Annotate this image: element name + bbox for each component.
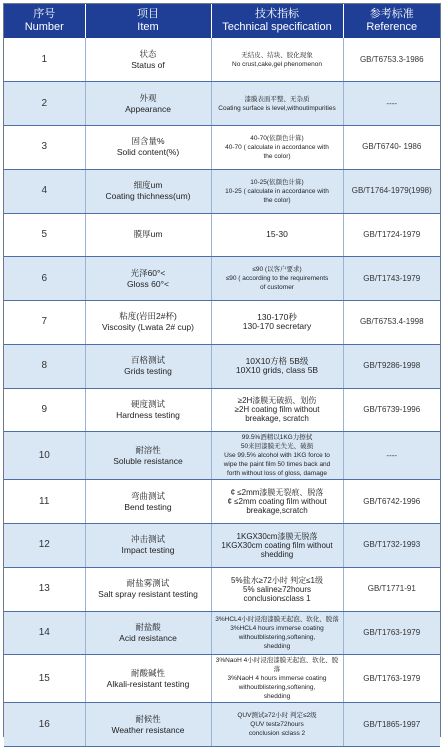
item-name-cn: 粘度(岩田2#杯) xyxy=(119,311,177,322)
row-spec xyxy=(211,126,343,170)
row-item xyxy=(85,257,211,301)
spec-line: 5%盐水≥72小时 判定≤1级 xyxy=(231,575,323,585)
row-item xyxy=(85,82,211,126)
item-name-cn: 耐盐酸 xyxy=(135,621,161,632)
item-name-en: Solid content(%) xyxy=(116,147,180,158)
spec-line: 漆膜表面平整、无杂质 xyxy=(244,95,310,103)
header-item-cn: 项目 xyxy=(137,8,159,20)
row-spec xyxy=(211,567,343,611)
row-spec xyxy=(211,344,343,388)
row-reference: GB/T1724-1979 xyxy=(343,213,440,257)
item-name-cn: 耐酸碱性 xyxy=(130,667,165,678)
row-number: 6 xyxy=(4,257,85,301)
row-spec xyxy=(211,655,343,703)
item-name-en: Salt spray resistant testing xyxy=(98,589,198,600)
row-reference: GB/T1732-1993 xyxy=(343,524,440,568)
spec-line: 130-170秒 xyxy=(257,312,297,323)
spec-line: 40-70 ( calculate in accordance with xyxy=(225,143,329,151)
row-reference: GB/T6753.3-1986 xyxy=(343,38,440,82)
table-row xyxy=(4,480,440,524)
item-name-en: Status of xyxy=(131,59,165,70)
row-reference: GB/T1764-1979(1998) xyxy=(343,169,440,213)
row-reference: GB/T1763-1979 xyxy=(343,611,440,655)
row-item xyxy=(85,344,211,388)
row-number: 4 xyxy=(4,169,85,213)
spec-line: 10-25 ( calculate in accordance with xyxy=(225,187,329,195)
row-spec xyxy=(211,388,343,432)
item-name-cn: 细度um xyxy=(133,180,163,191)
row-item xyxy=(85,169,211,213)
spec-line: 15-30 xyxy=(266,229,288,240)
item-name-cn: 固含量% xyxy=(131,136,165,147)
table-row xyxy=(4,82,440,126)
row-number: 14 xyxy=(4,611,85,655)
spec-line: shedding xyxy=(263,693,291,701)
row-number: 12 xyxy=(4,524,85,568)
row-item xyxy=(85,432,211,480)
spec-line: ¢ ≤2mm coating film without xyxy=(227,497,327,507)
item-name-en: Acid resistance xyxy=(119,632,177,643)
header-item xyxy=(85,4,211,38)
spec-line: ≥2H coating film without xyxy=(234,405,320,415)
spec-line: QUV测试≥72小时 判定≤2级 xyxy=(237,712,317,720)
table-row xyxy=(4,257,440,301)
table-body xyxy=(4,38,440,747)
spec-line: 10X10方格 5B级 xyxy=(245,356,309,367)
row-number: 8 xyxy=(4,344,85,388)
row-reference: GB/T1865-1997 xyxy=(343,703,440,747)
row-number: 15 xyxy=(4,655,85,703)
item-name-cn: 膜厚um xyxy=(133,229,163,240)
row-reference: GB/T9286-1998 xyxy=(343,344,440,388)
spec-line: ≤90 ( according to the requirements xyxy=(225,275,329,283)
row-spec xyxy=(211,301,343,345)
table-row xyxy=(4,169,440,213)
table-row xyxy=(4,432,440,480)
spec-line: 130-170 secretary xyxy=(242,321,312,332)
header-reference-cn: 参考标准 xyxy=(369,8,414,20)
row-item xyxy=(85,213,211,257)
row-number: 16 xyxy=(4,703,85,747)
table-row xyxy=(4,38,440,82)
row-number: 11 xyxy=(4,480,85,524)
row-number: 3 xyxy=(4,126,85,170)
row-item xyxy=(85,301,211,345)
row-number: 9 xyxy=(4,388,85,432)
row-item xyxy=(85,388,211,432)
row-number: 5 xyxy=(4,213,85,257)
table-row xyxy=(4,567,440,611)
item-name-cn: 耐盐雾测试 xyxy=(126,578,170,589)
item-name-en: Coating thichness(um) xyxy=(105,191,191,202)
table-row xyxy=(4,126,440,170)
spec-line: 无结皮、结块、胶化现象 xyxy=(241,51,313,59)
item-name-cn: 耐候性 xyxy=(135,713,161,724)
row-spec xyxy=(211,82,343,126)
spec-line: 10-25(依颜色计算) xyxy=(250,178,304,186)
spec-line: 3%NaoH 4 hours immerse coating xyxy=(227,675,327,683)
spec-line: wipe the paint film 50 times back and xyxy=(223,461,331,469)
table-row xyxy=(4,611,440,655)
spec-line: 5% saline≥72hours xyxy=(243,584,311,594)
spec-line: conclusion ≤class 2 xyxy=(248,730,306,738)
row-item xyxy=(85,126,211,170)
spec-line: QUV test≥72hours xyxy=(250,721,304,729)
item-name-cn: 弯曲测试 xyxy=(130,490,165,501)
item-name-en: Grids testing xyxy=(124,366,172,377)
spec-line: ¢ ≤2mm漆膜无裂痕、脱落 xyxy=(230,488,324,498)
spec-line: breakage, scratch xyxy=(245,414,309,424)
technical-spec-table xyxy=(4,4,440,747)
item-name-en: Hardness testing xyxy=(116,409,180,420)
spec-line: 40-70(依颜色计算) xyxy=(250,134,304,142)
spec-line: of customer xyxy=(260,284,294,292)
item-name-cn: 冲击测试 xyxy=(130,534,165,545)
item-name-cn: 状态 xyxy=(139,48,157,59)
item-name-cn: 外观 xyxy=(139,92,157,103)
row-item xyxy=(85,480,211,524)
row-item xyxy=(85,38,211,82)
spec-line: 10X10 grids, class 5B xyxy=(235,365,319,376)
table-row xyxy=(4,524,440,568)
item-name-en: Weather resistance xyxy=(111,724,185,735)
row-reference: GB/T1771-91 xyxy=(343,567,440,611)
spec-line: conclusion≤class 1 xyxy=(243,593,311,603)
row-reference: ---- xyxy=(343,432,440,480)
spec-line: Coating surface is level,withoutimpurities xyxy=(218,104,336,112)
row-item xyxy=(85,655,211,703)
row-reference: GB/T1763-1979 xyxy=(343,655,440,703)
header-number-en: Number xyxy=(24,21,64,33)
row-item xyxy=(85,567,211,611)
spec-line: Use 99.5% alcohol with 1KG force to xyxy=(224,452,330,460)
spec-line: 3%HCL4小时浸泡漆膜无起泡、软化、脱落 xyxy=(215,615,339,623)
spec-line: 50来回漆膜无失光、破损 xyxy=(240,443,314,451)
header-reference-en: Reference xyxy=(366,21,418,33)
row-reference: GB/T6742-1996 xyxy=(343,480,440,524)
header-reference xyxy=(343,4,440,38)
spec-line: No crust,cake,gel phenomenon xyxy=(232,60,322,68)
spec-line: 3%HCL4 hours immerse coating xyxy=(230,624,324,632)
item-name-en: Alkali-resistant testing xyxy=(106,678,190,689)
row-number: 1 xyxy=(4,38,85,82)
spec-line: ≤90 (以客户要求) xyxy=(252,266,302,274)
spec-line: forth without loss of gloss, damage xyxy=(226,470,328,478)
item-name-en: Gloss 60°< xyxy=(127,278,169,289)
row-reference: ---- xyxy=(343,82,440,126)
item-name-en: Appearance xyxy=(125,103,171,114)
table-header xyxy=(4,4,440,38)
spec-line: ≥2H漆膜无破损、划伤 xyxy=(237,396,317,406)
spec-sheet xyxy=(3,3,441,737)
row-item xyxy=(85,611,211,655)
item-name-cn: 硬度测试 xyxy=(130,398,165,409)
row-spec xyxy=(211,38,343,82)
row-number: 7 xyxy=(4,301,85,345)
row-reference: GB/T6739-1996 xyxy=(343,388,440,432)
row-number: 10 xyxy=(4,432,85,480)
item-name-en: Soluble resistance xyxy=(113,455,183,466)
spec-line: withoutblistering,softening, xyxy=(238,633,316,641)
row-spec xyxy=(211,524,343,568)
item-name-cn: 光泽60°< xyxy=(130,267,166,278)
row-spec xyxy=(211,169,343,213)
table-row xyxy=(4,213,440,257)
table-row xyxy=(4,655,440,703)
spec-line: the color) xyxy=(263,152,291,160)
spec-line: the color) xyxy=(263,196,291,204)
header-number xyxy=(4,4,85,38)
table-row xyxy=(4,301,440,345)
table-row xyxy=(4,388,440,432)
row-reference: GB/T6753.4-1998 xyxy=(343,301,440,345)
item-name-en: Bend testing xyxy=(124,501,172,512)
item-name-cn: 耐溶性 xyxy=(135,444,161,455)
header-item-en: Item xyxy=(137,21,159,33)
row-spec xyxy=(211,480,343,524)
item-name-en: Viscosity (Lwata 2# cup) xyxy=(102,322,194,333)
spec-line: 3%NaoH 4小时浸泡漆膜无起泡、软化、脱落 xyxy=(215,657,339,674)
row-spec xyxy=(211,213,343,257)
row-number: 2 xyxy=(4,82,85,126)
spec-line: breakage,scratch xyxy=(246,506,308,516)
spec-line: shedding xyxy=(263,642,291,650)
spec-line: shedding xyxy=(260,549,294,559)
header-spec xyxy=(211,4,343,38)
row-item xyxy=(85,524,211,568)
row-reference: GB/T6740- 1986 xyxy=(343,126,440,170)
header-spec-cn: 技术指标 xyxy=(255,8,299,20)
item-name-en: Impact testing xyxy=(121,545,175,556)
header-spec-en: Technical specification xyxy=(222,21,332,33)
spec-line: 1KGX30cm coating film without xyxy=(221,540,333,550)
item-name-cn: 百格测试 xyxy=(130,355,165,366)
spec-line: withoutblistering,softening, xyxy=(238,684,316,692)
row-spec xyxy=(211,432,343,480)
table-row xyxy=(4,344,440,388)
spec-line: 1KGX30cm漆膜无脱落 xyxy=(236,531,318,541)
row-reference: GB/T1743-1979 xyxy=(343,257,440,301)
row-number: 13 xyxy=(4,567,85,611)
spec-line: 99.5%酒精以1KG力擦拭 xyxy=(241,434,313,442)
header-number-cn: 序号 xyxy=(33,8,56,20)
row-spec xyxy=(211,257,343,301)
row-spec xyxy=(211,611,343,655)
